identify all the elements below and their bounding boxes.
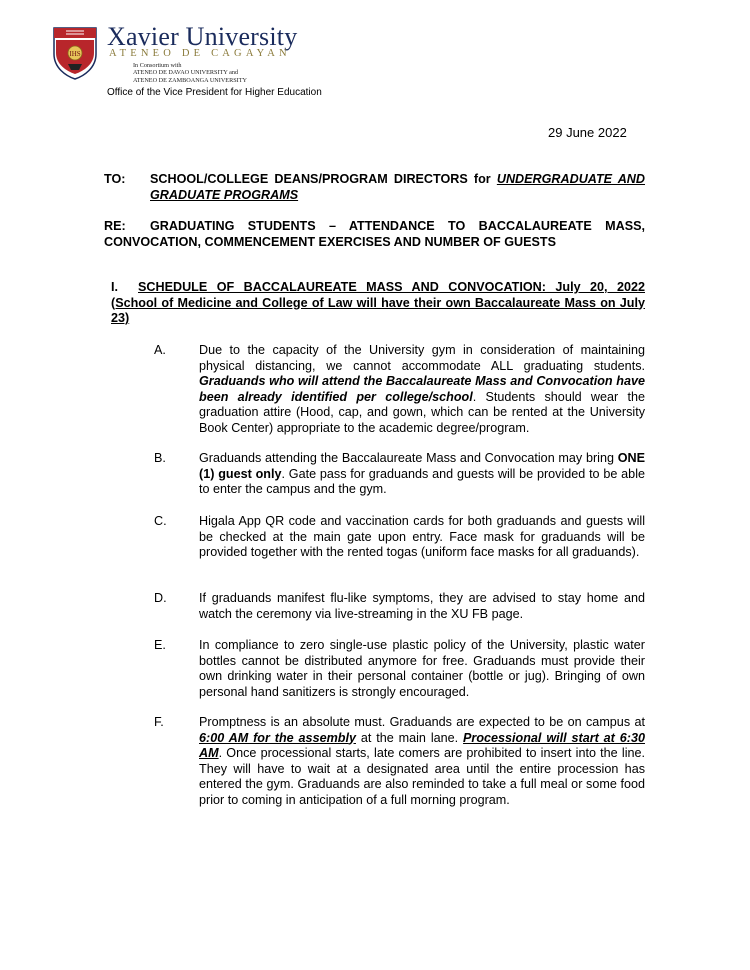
- re-subject-text: GRADUATING STUDENTS – ATTENDANCE TO BACCALAUREATE MASS, CONVOCATION, COMMENCEMENT EXERCISES AND NUMBER OF GUESTS: [104, 219, 645, 249]
- item-text: In compliance to zero single-use plastic policy of the University, plastic water bottles cannot be distributed anymore for free. Graduands must provide their own drinking water in their personal container (bottle or jug). Bringing of own personal hand sanitizers is strongly encouraged.: [199, 638, 645, 699]
- item-body: [199, 715, 645, 808]
- consortium-line: ATENEO DE ZAMBOANGA UNIVERSITY: [133, 76, 247, 84]
- consortium-note: [133, 62, 247, 84]
- section-number: I.: [111, 280, 118, 294]
- item-text: . Students should wear the graduation attire (Hood, cap, and gown, which can be rented at the University Book Center) appropriate to the academic degree/program.: [199, 389, 646, 435]
- item-letter: F.: [154, 715, 164, 729]
- list-item: [154, 638, 645, 700]
- section-title: SCHEDULE OF BACCALAUREATE MASS AND CONVOCATION: July 20, 2022 (School of Medicine and College of Law will have their own Baccalaureate Mass on July 23): [111, 280, 645, 325]
- university-name: Xavier University: [107, 22, 298, 51]
- to-label: TO:: [104, 172, 126, 186]
- item-emphasis: Processional will start at 6:30 AM: [199, 730, 645, 760]
- consortium-line: ATENEO DE DAVAO UNIVERSITY and: [133, 69, 239, 77]
- item-text: . Once processional starts, late comers are prohibited to insert into the line. They will have to wait at a designated area until the entire procession has entered the gym. Graduands are also reminded to take a full meal or some food prior to coming in anticipation of a full morning program.: [199, 746, 645, 807]
- item-text: . Gate pass for graduands and guests will be provided to be able to enter the campus and the gym.: [199, 466, 645, 496]
- svg-text:IHS: IHS: [69, 50, 81, 58]
- university-subtitle: ATENEO DE CAGAYAN: [109, 48, 291, 59]
- item-text: If graduands manifest flu-like symptoms, they are advised to stay home and watch the ceremony via live-streaming in the XU FB page.: [199, 591, 645, 621]
- item-letter: C.: [154, 514, 167, 528]
- item-text: Promptness is an absolute must. Graduands are expected to be on campus at: [199, 715, 645, 729]
- item-emphasis: Graduands who will attend the Baccalaureate Mass and Convocation have been already identified per college/school: [199, 374, 645, 404]
- to-programs-emphasis: UNDERGRADUATE AND GRADUATE PROGRAMS: [150, 172, 645, 202]
- item-letter: A.: [154, 343, 166, 357]
- item-text: Higala App QR code and vaccination cards for both graduands and guests will be checked at the main gate upon entry. Face mask for graduands will be provided together with the rented togas (uniform face masks for all graduands).: [199, 514, 645, 559]
- to-recipients: [150, 172, 645, 203]
- item-emphasis: ONE (1) guest only: [199, 451, 645, 481]
- item-emphasis: 6:00 AM for the assembly: [199, 730, 356, 745]
- re-label: RE:: [104, 219, 126, 233]
- item-letter: D.: [154, 591, 167, 605]
- item-body: [199, 343, 645, 436]
- to-recipients-text: SCHOOL/COLLEGE DEANS/PROGRAM DIRECTORS for: [150, 172, 497, 186]
- list-item: [154, 591, 645, 622]
- office-name: Office of the Vice President for Higher Education: [107, 87, 322, 98]
- university-seal-icon: [52, 26, 98, 80]
- consortium-line: In Consortium with: [133, 62, 182, 69]
- item-text: Graduands attending the Baccalaureate Mass and Convocation may bring: [199, 451, 618, 465]
- item-text: Due to the capacity of the University gym in consideration of maintaining physical distancing, we cannot accommodate ALL graduating students.: [199, 343, 645, 373]
- list-item: [154, 451, 645, 498]
- item-letter: B.: [154, 451, 166, 465]
- memo-date: 29 June 2022: [548, 125, 627, 140]
- section-heading: [111, 280, 645, 327]
- item-body: [199, 451, 645, 498]
- list-item: [154, 715, 645, 808]
- re-subject: [104, 219, 645, 250]
- item-text: at the main lane.: [355, 730, 464, 745]
- item-letter: E.: [154, 638, 166, 652]
- list-item: [154, 343, 645, 436]
- list-item: [154, 514, 645, 561]
